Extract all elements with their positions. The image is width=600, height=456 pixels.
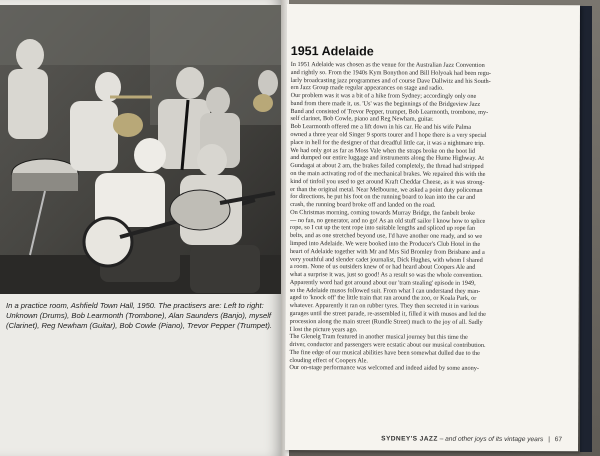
text-line: garages until the street parade, re-assembled it, filled it with musos and led the <box>289 310 486 318</box>
right-page <box>285 4 580 451</box>
section-heading: 1951 Adelaide <box>290 44 374 59</box>
text-line: rope, so I cut up the tent rope into suitable lengths and spliced up rope fan <box>290 224 476 233</box>
text-line: crash, the running board broke off and landed on the road. <box>290 201 436 209</box>
text-line: Our problem was it was a bit of a hike from Sydney; accordingly only one <box>290 92 477 100</box>
band-photo-illustration <box>0 5 281 294</box>
photo-caption <box>6 301 274 332</box>
text-line: belts, and as one stretched beyond use, I'd have another one ready, and so we <box>289 232 483 241</box>
text-line: aged to 'knock off' the little train that ran around the zoo, or Koala Park, or <box>289 294 477 303</box>
caption-line: Unknown (Drums), Bob Learmonth (Trombone), Alan Saunders (Banjo), myself <box>6 311 272 321</box>
text-line: We had only got as far as Moss Vale when the straps broke on the boot lid <box>290 146 476 155</box>
text-line: driver, conductor and passengers were ecstatic about our musical contribution. <box>289 341 486 349</box>
text-line: kind of tinfoil you used to get around Kraft Cheddar Cheese, as it was strong- <box>290 177 485 186</box>
text-line: place in hell for the designer of that dreadful little car, it was a nightmare trip. <box>290 138 485 147</box>
text-line: er than the original metal. Near Melbourne, we asked a point duty policeman <box>290 185 483 194</box>
article-body <box>289 61 573 373</box>
text-line: a room. None of us outsiders knew of or had heard about Coopers Ale and <box>289 263 476 272</box>
text-line: so the Adelaide musos followed suit. From what I can understand they man- <box>289 286 481 295</box>
caption-line: In a practice room, Ashfield Town Hall, 1950. The practisers are: Left to right: <box>6 301 264 310</box>
text-line: very youthful and slender cadet journalist, Dick Hughes, with whom I shared <box>289 255 483 264</box>
page-number: 67 <box>554 436 563 444</box>
text-line: and rightly so. From the 1940s Kym Bonython and Bill Holyoak had been regu- <box>290 68 492 77</box>
text-line: owned a three year old Singer 9 sports tourer and I hope there is a very special <box>290 131 487 139</box>
text-line: Gundagai at about 2 am, the brakes failed completely, the thread had stripped <box>290 162 484 171</box>
left-page <box>0 0 281 456</box>
band-photo <box>0 5 281 294</box>
text-line: Band and consisted of Trevor Pepper, trumpet, Bob Learmonth, trombone, my- <box>290 107 489 116</box>
text-line: on the main activating rod of the mechanical brakes. We repaired this with the <box>290 169 486 178</box>
text-line: The fine edge of our musical abilities have been somewhat dulled due to the <box>289 348 480 357</box>
text-line: I lost the picture years ago. <box>289 325 358 333</box>
text-line: self clarinet, Bob Cowle, piano and Reg Newham, guitar. <box>290 115 434 124</box>
text-line: larly broadcasting jazz programmes and of course Dave Dallwitz and his South- <box>290 76 491 85</box>
text-line: Bob Learmonth offered me a lift down in his car. He and his wife Palma <box>290 123 472 132</box>
text-line: clouding effect of Coopers Ale. <box>289 356 368 365</box>
text-line: for directions, he put his foot on the running board to lean into the car and <box>290 193 476 202</box>
text-line: Our on-stage performance was welcomed and indeed aided by some anony- <box>289 364 479 373</box>
footer-book-title: SYDNEY'S JAZZ <box>381 435 438 443</box>
text-line: heart of Adelaide together with Mr and Mrs Sid Bromley from Brisbane and a <box>289 247 485 256</box>
text-line: procession along the main street (Rundle Street) much to the joy of all. Sadly <box>289 317 483 326</box>
text-line: — no fan, no generator, and no go! As an old stuff sailor I know how to splice <box>290 216 486 225</box>
footer-tagline: – and other joys of its vintage years <box>439 435 544 444</box>
text-line: band from there made it, us. 'Us' was the beginnings of the Bridgeview Jazz <box>290 99 481 108</box>
text-line: Apparently word had got around about our 'tram stealing' episode in 1949, <box>289 278 476 287</box>
book-cover-edge <box>580 6 592 452</box>
text-line: whatever. Apparently it ran on rubber tyres. They then secreted it in various <box>289 302 479 311</box>
text-line: limped into Adelaide. We were booked into the Producer's Club Hotel in the <box>289 239 481 248</box>
text-line: ern Jazz Group made regular appearances on stage and radio. <box>290 84 444 93</box>
text-line: what a surprise it was, just so good! As a result so was the whole convention. <box>289 271 483 279</box>
caption-line: (Clarinet), Reg Newham (Guitar), Bob Cowle (Piano), Trevor Pepper (Trumpet). <box>6 321 273 331</box>
text-line: On Christmas morning, coming towards Murray Bridge, the fanbelt broke <box>290 208 475 217</box>
footer-separator: | <box>548 436 550 444</box>
text-line: and dumped our entire luggage and instruments along the Hume Highway. At <box>290 154 484 163</box>
page-footer <box>381 435 562 443</box>
text-line: In 1951 Adelaide was chosen as the venue for the Australian Jazz Convention <box>290 61 485 69</box>
text-line: The Glenelg Tram featured in another musical journey but this time the <box>289 333 468 342</box>
